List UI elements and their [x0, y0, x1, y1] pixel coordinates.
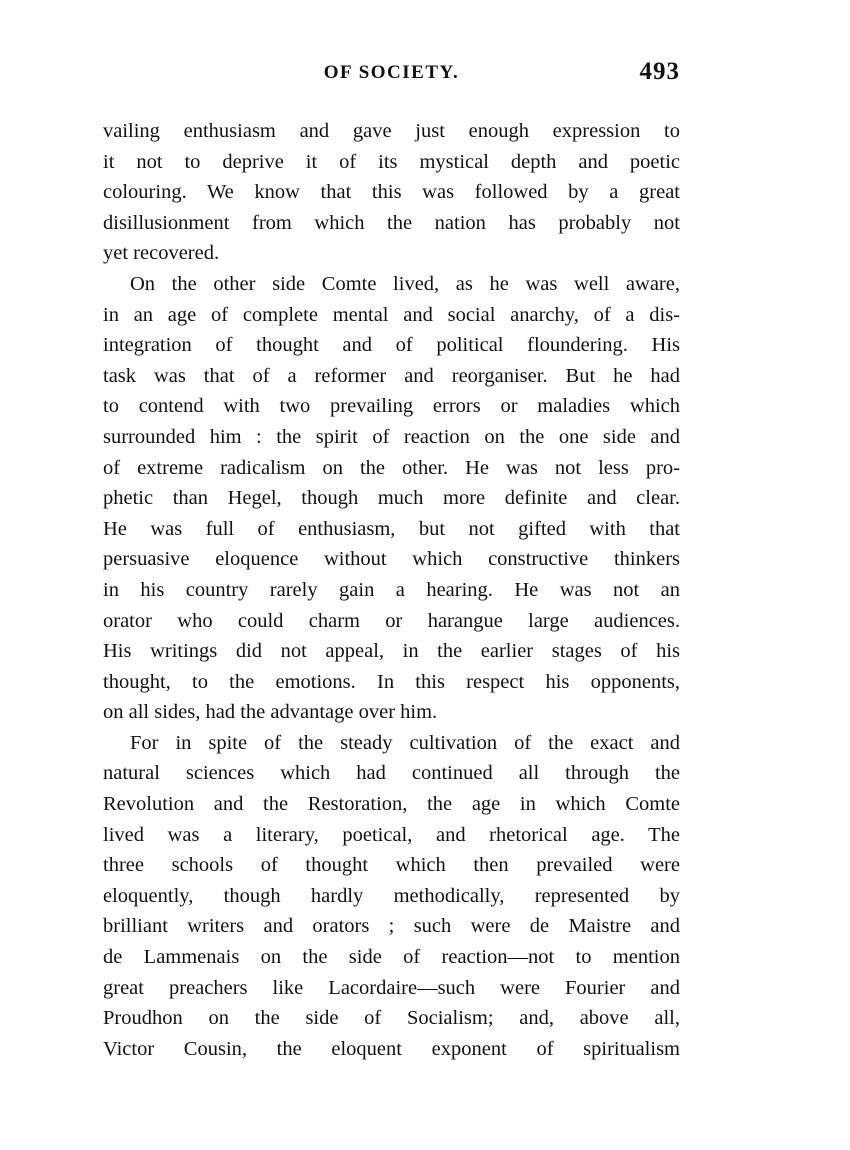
paragraph — [103, 116, 680, 269]
text-line: task was that of a reformer and reorganiser. But he had — [103, 364, 680, 387]
text-line: phetic than Hegel, though much more definite and clear. — [103, 487, 680, 510]
text-line: vailing enthusiasm and gave just enough expression to — [103, 120, 680, 142]
text-line: great preachers like Lacordaire—such were Fourier and — [103, 976, 680, 999]
page-number: 493 — [639, 58, 680, 85]
text-line: eloquently, though hardly methodically, represented by — [103, 884, 680, 907]
text-line: thought, to the emotions. In this respect his opponents, — [103, 670, 680, 693]
text-line: Revolution and the Restoration, the age in which Comte — [103, 793, 680, 816]
text-line: integration of thought and of political floundering. His — [103, 334, 680, 357]
text-line: three schools of thought which then prevailed were — [103, 854, 680, 877]
text-line: brilliant writers and orators ; such were de Maistre and — [103, 915, 680, 938]
body-text — [103, 116, 680, 1064]
text-line: on all sides, had the advantage over him. — [103, 701, 438, 724]
text-line: For in spite of the steady cultivation of the exact and — [130, 731, 680, 754]
paragraph — [103, 728, 680, 1065]
text-line: natural sciences which had continued all through the — [103, 762, 680, 785]
text-line: it not to deprive it of its mystical depth and poetic — [103, 150, 680, 173]
running-head — [103, 58, 680, 92]
text-line: Proudhon on the side of Socialism; and, above all, — [103, 1007, 680, 1030]
text-line: On the other side Comte lived, as he was well aware, — [130, 272, 680, 295]
text-line: yet recovered. — [103, 242, 220, 265]
text-line: of extreme radicalism on the other. He was not less pro- — [103, 456, 680, 479]
text-line: colouring. We know that this was followed by a great — [103, 181, 680, 204]
running-title: OF SOCIETY. — [323, 62, 460, 83]
text-line: to contend with two prevailing errors or maladies which — [103, 395, 680, 418]
text-line: surrounded him : the spirit of reaction on the one side and — [103, 425, 680, 448]
paragraph — [103, 269, 680, 728]
text-line: He was full of enthusiasm, but not gifted with that — [103, 517, 680, 540]
text-line: in an age of complete mental and social anarchy, of a dis- — [103, 303, 680, 326]
text-line: persuasive eloquence without which constructive thinkers — [103, 548, 680, 571]
text-line: in his country rarely gain a hearing. He was not an — [103, 578, 680, 601]
text-line: lived was a literary, poetical, and rhetorical age. The — [103, 823, 680, 846]
text-line: Victor Cousin, the eloquent exponent of spiritualism — [103, 1037, 680, 1060]
text-line: orator who could charm or harangue large audiences. — [103, 609, 680, 632]
text-line: His writings did not appeal, in the earlier stages of his — [103, 640, 680, 663]
text-line: disillusionment from which the nation has probably not — [103, 211, 680, 234]
text-line: de Lammenais on the side of reaction—not to mention — [103, 946, 680, 969]
